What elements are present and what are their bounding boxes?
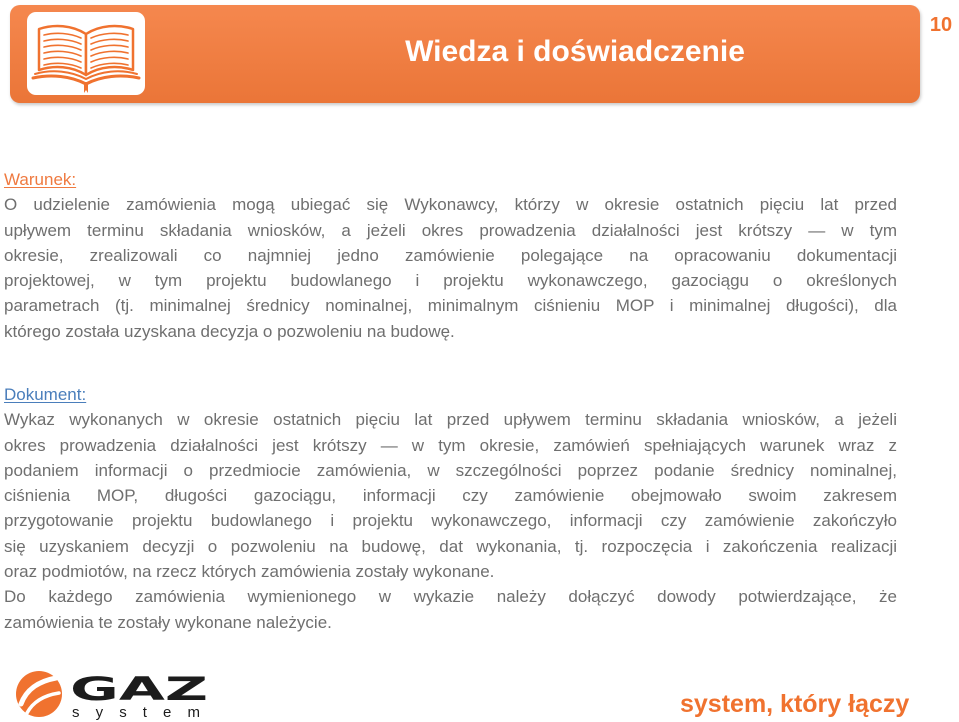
paragraph-line: okres prowadzenia działalności jest krótszy — w tym okresie, zamówień spełniających warunek wraz z xyxy=(4,435,897,455)
section-dokument xyxy=(4,382,897,635)
section-heading-warunek xyxy=(4,167,897,192)
paragraph-line: zamówienia te zostały wykonane należycie. xyxy=(4,612,332,632)
section-heading-text: Dokument: xyxy=(4,385,87,404)
paragraph-line: Wykaz wykonanych w okresie ostatnich pięciu lat przed upływem terminu składania wniosków, a jeżeli xyxy=(4,410,897,430)
paragraph-line: się uzyskaniem decyzji o pozwoleniu na budowę, dat wykonania, tj. rozpoczęcia i zakończenia realizacji xyxy=(4,536,897,556)
paragraph-wykaz xyxy=(4,407,897,584)
title-banner xyxy=(10,5,920,103)
paragraph-line: podaniem informacji o przedmiocie zamówienia, w szczególności poprzez podanie średnicy nominalnej, xyxy=(4,460,897,480)
page-number: 10 xyxy=(929,14,953,36)
gaz-flame-icon xyxy=(16,671,62,717)
paragraph-line: parametrach (tj. minimalnej średnicy nominalnej, minimalnym ciśnieniu MOP i minimalnej długości), dla xyxy=(4,296,897,316)
paragraph-line: O udzielenie zamówienia mogą ubiegać się Wykonawcy, którzy w okresie ostatnich pięciu lat przed xyxy=(4,195,897,215)
section-heading-text: Warunek: xyxy=(4,170,77,189)
section-warunek xyxy=(4,167,897,344)
paragraph-line: projektowej, w tym projektu budowlanego i projektu wykonawczego, gazociągu o określonych xyxy=(4,271,897,291)
paragraph-line: ciśnienia MOP, długości gazociągu, informacji czy zamówienie obejmowało swoim zakresem xyxy=(4,486,897,506)
paragraph-line: oraz podmiotów, na rzecz których zamówienia zostały wykonane. xyxy=(4,562,495,582)
section-heading-dokument xyxy=(4,382,897,407)
open-book-icon xyxy=(27,12,145,95)
paragraph-line: Do każdego zamówienia wymienionego w wykazie należy dołączyć dowody potwierdzające, że xyxy=(4,587,897,607)
paragraph-line: którego została uzyskana decyzja o pozwoleniu na budowę. xyxy=(4,321,455,341)
logo-subtext: system xyxy=(72,704,200,720)
footer-slogan: system, który łączy xyxy=(680,690,910,718)
gaz-system-logo xyxy=(12,668,212,720)
logo-wordmark: GAZ xyxy=(70,670,208,708)
paragraph-dowody xyxy=(4,584,897,635)
slide-title: Wiedza i doświadczenie xyxy=(405,35,745,68)
paragraph-line: przygotowanie projektu budowlanego i projektu wykonawczego, informacji czy zamówienie zakończyło xyxy=(4,511,897,531)
paragraph-line: okresie, zrealizowali co najmniej jedno zamówienie polegające na opracowaniu dokumentacji xyxy=(4,245,897,265)
paragraph-line: upływem terminu składania wniosków, a jeżeli okres prowadzenia działalności jest krótszy — w tym xyxy=(4,220,897,240)
